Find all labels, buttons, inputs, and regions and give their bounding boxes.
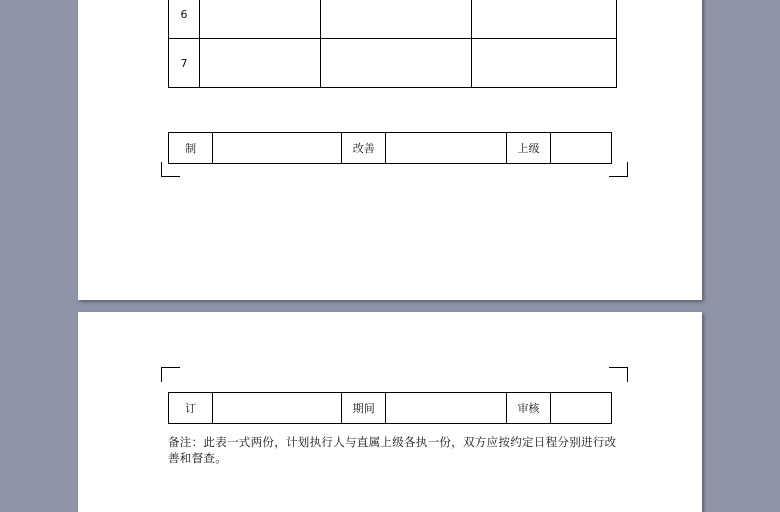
signature-label-2: 改善 xyxy=(342,133,386,164)
row-cell-1[interactable] xyxy=(200,0,321,39)
signature-value-3[interactable] xyxy=(551,393,612,424)
table-row[interactable] xyxy=(169,0,617,39)
crop-mark-top-left-icon xyxy=(161,367,180,382)
crop-mark-bottom-left-icon xyxy=(161,162,180,177)
signature-label-1: 制 xyxy=(169,133,213,164)
row-cell-3[interactable] xyxy=(472,0,617,39)
signature-value-3[interactable] xyxy=(551,133,612,164)
row-cell-2[interactable] xyxy=(321,39,472,88)
document-page-bottom xyxy=(78,312,702,512)
signature-label-1: 订 xyxy=(169,393,213,424)
plan-rows-table xyxy=(168,0,617,88)
row-cell-3[interactable] xyxy=(472,39,617,88)
row-cell-1[interactable] xyxy=(200,39,321,88)
footer-note: 备注：此表一式两份，计划执行人与直属上级各执一份，双方应按约定日程分别进行改善和督查。 xyxy=(168,435,617,466)
signature-label-2: 期间 xyxy=(342,393,386,424)
signature-value-2[interactable] xyxy=(386,393,507,424)
crop-mark-top-right-icon xyxy=(609,367,628,382)
crop-mark-bottom-right-icon xyxy=(609,162,628,177)
row-index: 7 xyxy=(169,39,200,88)
row-cell-2[interactable] xyxy=(321,0,472,39)
signature-row-bottom xyxy=(168,392,612,424)
signature-value-1[interactable] xyxy=(213,133,342,164)
row-index: 6 xyxy=(169,0,200,39)
document-page-top xyxy=(78,0,702,300)
table-row[interactable] xyxy=(169,39,617,88)
signature-value-2[interactable] xyxy=(386,133,507,164)
signature-label-3: 审核 xyxy=(506,393,550,424)
signature-value-1[interactable] xyxy=(213,393,342,424)
signature-label-3: 上级 xyxy=(506,133,550,164)
signature-row-top xyxy=(168,132,612,164)
